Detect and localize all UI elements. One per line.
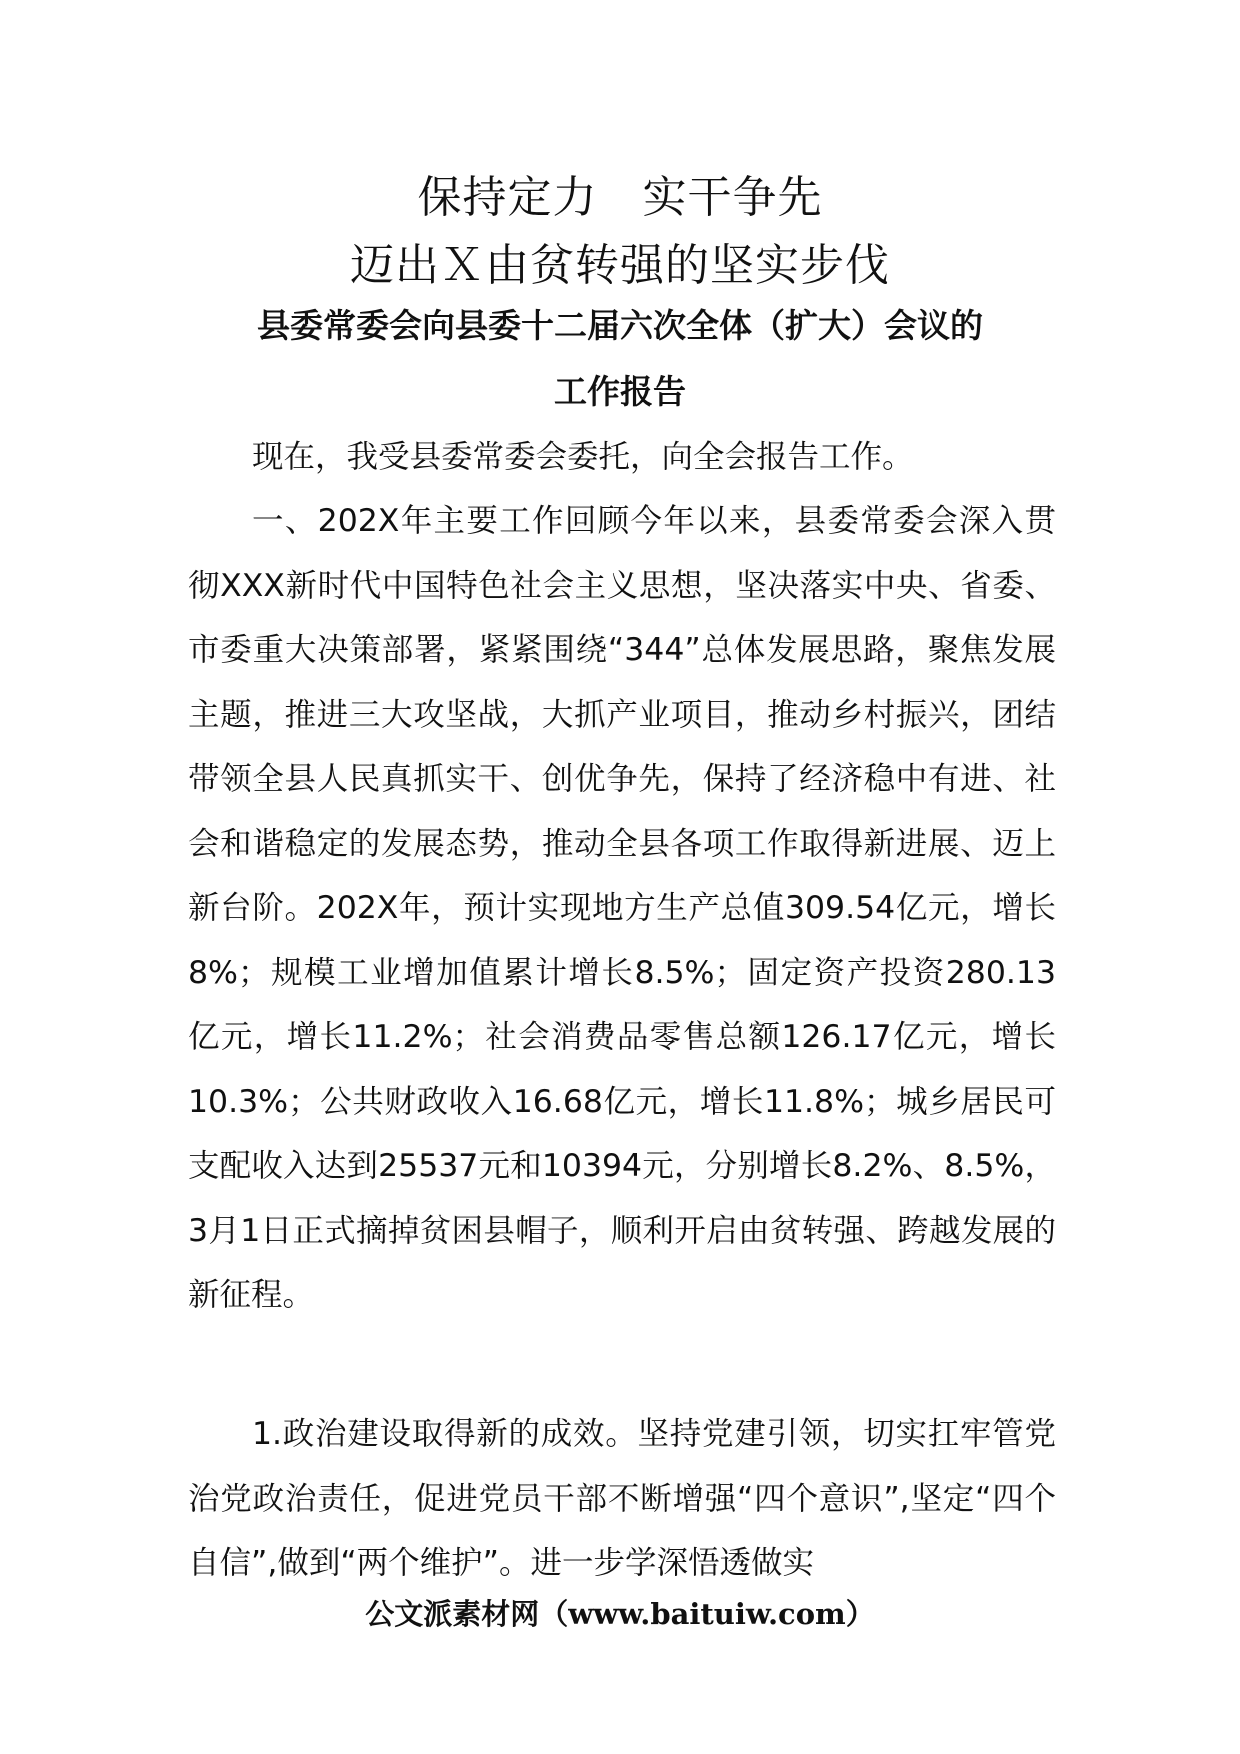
paragraph-review: [188, 489, 1056, 1328]
subtitle-line-2: 工作报告: [554, 372, 686, 411]
main-title-line-2: 迈出Ｘ由贫转强的坚实步伐: [350, 240, 890, 291]
paragraph-opening: [188, 425, 1056, 490]
subtitle-line-1: 县委常委会向县委十二届六次全体（扩大）会议的: [257, 306, 983, 345]
footer-watermark: 公文派素材网（www.baituiw.com）: [365, 1597, 875, 1631]
main-title-line-1: 保持定力 实干争先: [417, 172, 823, 223]
paragraph-text: 1.政治建设取得新的成效。坚持党建引领，切实扛牢管党治党政治责任，促进党员干部不断增强“四个意识”,坚定“四个自信”,做到“两个维护”。进一步学深悟透做实: [188, 1416, 1056, 1581]
paragraph-political-construction: [188, 1402, 1056, 1596]
paragraph-text: 现在，我受县委常委会委托，向全会报告工作。: [252, 439, 914, 475]
paragraph-text: 一、202X年主要工作回顾今年以来，县委常委会深入贯彻XXX新时代中国特色社会主义思想，坚决落实中央、省委、市委重大决策部署，紧紧围绕“344”总体发展思路，聚焦发展主题，推进三大攻坚战，大抓产业项目，推动乡村振兴，团结带领全县人民真抓实干、创优争先，保持了经济稳中有进、社会和谐稳定的发展态势，推动全县各项工作取得新进展、迈上新台阶。202X年，预计实现地方生产总值309.54亿元，增长8%；规模工业增加值累计增长8.5%；固定资产投资280.13亿元，增长11.2%；社会消费品零售总额126.17亿元，增长10.3%；公共财政收入16.68亿元，增长11.8%；城乡居民可支配收入达到25537元和10394元，分别增长8.2%、8.5%，3月1日正式摘掉贫困县帽子，顺利开启由贫转强、跨越发展的新征程。: [188, 503, 1056, 1313]
